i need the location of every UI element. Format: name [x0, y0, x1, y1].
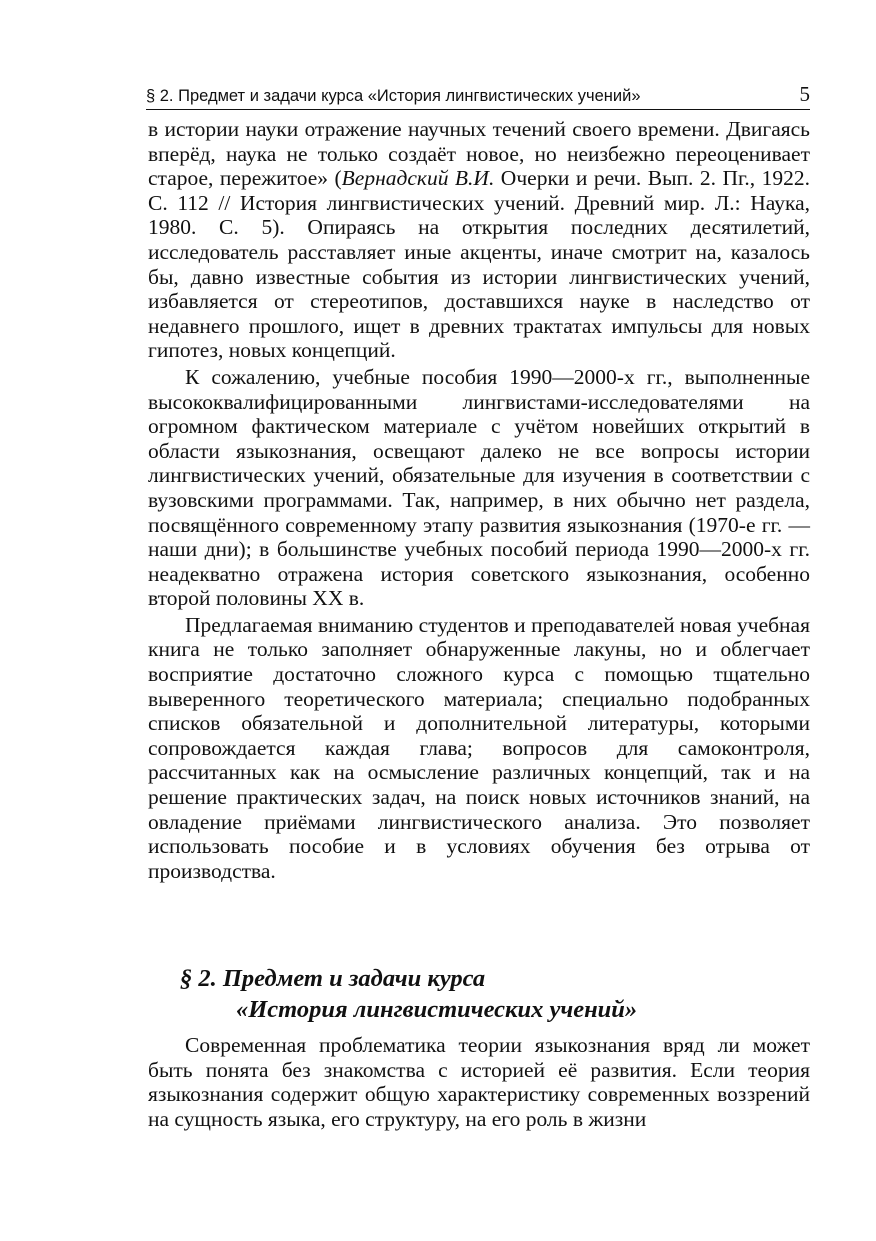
section-body-text: [148, 1033, 810, 1131]
section-heading-line2: «История лингвистических учений»: [236, 996, 638, 1023]
page-number: 5: [799, 82, 810, 106]
header-rule: [146, 109, 810, 110]
running-head-title: § 2. Предмет и задачи курса «История лингвистических учений»: [146, 87, 641, 105]
paragraph: Современная проблематика теории языкознания вряд ли может быть понята без знакомства с историей её развития. Если теория языкознания содержит общую характеристику современных воззрений на сущность языка, его структуру, на его роль в жизни: [148, 1033, 810, 1131]
paragraph-text-after-citation: Очерки и речи. Вып. 2. Пг., 1922. С. 112 // История лингвистических учений. Древний мир. Л.: Наука, 1980. С. 5). Опираясь на открытия последних десятилетий, исследователь расставляет иные акценты, иначе смотрит на, казалось бы, давно известные события из истории лингвистических учений, избавляется от стереотипов, доставшихся науке в наследство от недавнего прошлого, ищет в древних трактатах импульсы для новых гипотез, новых концепций.: [148, 166, 810, 363]
section-heading: [180, 963, 780, 1025]
body-text: [148, 117, 810, 883]
running-head: [146, 82, 810, 107]
citation-author: Вернадский В.И.: [341, 166, 495, 191]
paragraph-text-before-citation: в истории науки отражение научных течений своего времени. Двигаясь вперёд, наука не только создаёт новое, но неизбежно переоценивает старое, пережитое» (: [148, 117, 810, 191]
paragraph: К сожалению, учебные пособия 1990—2000-х гг., выполненные высококвалифицированными лингвистами-исследователями на огромном фактическом материале с учётом новейших открытий в области языкознания, освещают далеко не все вопросы истории лингвистических учений, обязательные для изучения в соответствии с вузовскими программами. Так, например, в них обычно нет раздела, посвящённого современному этапу развития языкознания (1970-е гг. — наши дни); в большинстве учебных пособий периода 1990—2000-х гг. неадекватно отражена история советского языкознания, особенно второй половины XX в.: [148, 364, 810, 611]
paragraph-continuation: [148, 117, 810, 363]
paragraph: Предлагаемая вниманию студентов и преподавателей новая учебная книга не только заполняет обнаруженные лакуны, но и облегчает восприятие достаточно сложного курса с помощью тщательно выверенного теоретического материала; специально подобранных списков обязательной и дополнительной литературы, которыми сопровождается каждая глава; вопросов для самоконтроля, рассчитанных как на осмысление различных концепций, так и на решение практических задач, на поиск новых источников знаний, на овладение приёмами лингвистического анализа. Это позволяет использовать пособие и в условиях обучения без отрыва от производства.: [148, 612, 810, 883]
section-heading-line1: § 2. Предмет и задачи курса: [180, 965, 486, 992]
